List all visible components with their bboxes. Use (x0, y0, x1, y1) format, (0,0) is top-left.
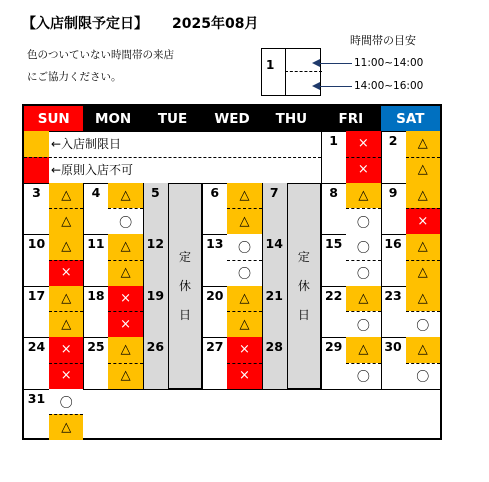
slot-separator (346, 260, 380, 261)
day-number: 10 (27, 236, 46, 251)
day-number: 18 (87, 287, 105, 303)
column-divider (381, 234, 382, 286)
arrow-pm (318, 86, 352, 87)
column-divider (262, 183, 263, 235)
time-slot-am: △ (406, 234, 440, 260)
time-slot-am: △ (49, 286, 83, 312)
column-divider (202, 337, 203, 389)
day-number: 29 (324, 339, 343, 354)
time-slot-pm: 〇 (346, 208, 380, 234)
day-number: 13 (206, 236, 224, 251)
time-slot-am: 〇 (49, 389, 83, 415)
time-slot-pm: 〇 (346, 260, 380, 286)
slot-separator (108, 208, 142, 209)
day-number: 19 (143, 286, 168, 338)
closed-text-char: 休 (179, 279, 192, 293)
day-number: 16 (384, 236, 402, 251)
day-number: 6 (210, 184, 220, 200)
arrow-am (318, 63, 352, 64)
day-number: 12 (143, 234, 168, 286)
slot-separator (108, 260, 142, 261)
time-slot-pm: 〇 (346, 311, 380, 337)
legend-divider (285, 49, 286, 95)
slot-separator (108, 363, 142, 364)
time-slot-pm: △ (49, 414, 83, 440)
time-slot-am: △ (227, 286, 261, 312)
weekday-wed: WED (202, 106, 261, 131)
column-divider (83, 183, 84, 235)
time-slot-pm: △ (227, 311, 261, 337)
title-text: 【入店制限予定日】 (22, 16, 148, 32)
column-divider (202, 286, 203, 338)
column-divider (202, 234, 203, 286)
slot-separator (227, 260, 261, 261)
day-number: 23 (384, 287, 402, 303)
column-divider (262, 234, 263, 286)
day-number: 14 (262, 234, 287, 286)
time-slot-am: 〇 (227, 234, 261, 260)
weekday-tue: TUE (143, 106, 202, 131)
note-line-1: 色のついていない時間帯の来店 (27, 49, 174, 61)
day-number: 22 (324, 287, 343, 303)
slot-separator (49, 414, 83, 415)
legend-slot-separator (285, 71, 322, 72)
column-divider (381, 131, 382, 183)
day-number: 31 (27, 390, 46, 406)
day-number: 1 (329, 133, 338, 148)
time-slot-legend-label: 時間帯の目安 (350, 34, 416, 47)
time-slot-am: × (49, 337, 83, 363)
time-slot-am: △ (406, 183, 440, 209)
slot-separator (227, 311, 261, 312)
slot-separator (49, 208, 83, 209)
day-number: 24 (27, 339, 46, 354)
weekday-fri: FRI (321, 106, 380, 131)
slot-pm-label: 14:00~16:00 (354, 80, 424, 92)
time-slot-am: △ (49, 183, 83, 209)
time-slot-am: × (108, 286, 142, 312)
time-slot-am: × (346, 131, 380, 157)
time-slot-am: △ (108, 234, 142, 260)
time-slot-pm: △ (227, 208, 261, 234)
day-number: 5 (143, 183, 168, 235)
day-number: 3 (32, 184, 41, 200)
legend-day-number: 1 (266, 58, 275, 72)
day-number: 20 (206, 287, 224, 303)
slot-separator (406, 260, 440, 261)
time-slot-pm: 〇 (227, 260, 261, 286)
legend-rejected-swatch (24, 157, 49, 183)
time-slot-am: △ (346, 337, 380, 363)
slot-separator (406, 363, 440, 364)
column-divider (83, 286, 84, 338)
weekday-sun: SUN (24, 106, 83, 131)
day-number: 21 (262, 286, 287, 338)
legend-restricted-swatch (24, 131, 49, 157)
weekday-sat: SAT (381, 106, 440, 131)
closed-text-char: 日 (179, 308, 192, 322)
time-slot-pm: △ (49, 208, 83, 234)
slot-separator (346, 208, 380, 209)
time-slot-am: △ (406, 131, 440, 157)
day-number: 4 (91, 184, 101, 200)
time-slot-pm: △ (49, 311, 83, 337)
closed-text-char: 定 (297, 250, 310, 264)
day-number: 11 (87, 236, 105, 251)
day-number: 30 (384, 339, 402, 354)
day-number: 25 (87, 339, 105, 354)
time-slot-pm: × (49, 260, 83, 286)
calendar-grid (22, 104, 442, 440)
closed-text-char: 日 (297, 308, 310, 322)
time-slot-pm: 〇 (406, 363, 440, 389)
slot-separator (49, 260, 83, 261)
slot-separator (227, 208, 261, 209)
column-divider (83, 234, 84, 286)
time-slot-am: △ (406, 337, 440, 363)
time-slot-pm: △ (108, 363, 142, 389)
slot-separator (49, 363, 83, 364)
column-divider (381, 286, 382, 338)
time-slot-am: △ (346, 183, 380, 209)
column-divider (143, 183, 144, 235)
time-slot-am: △ (108, 337, 142, 363)
day-number: 15 (324, 236, 343, 251)
month-label: 2025年08月 (172, 16, 259, 32)
column-divider (143, 286, 144, 338)
column-divider (262, 286, 263, 338)
note-line-2: にご協力ください。 (27, 71, 122, 83)
column-divider (321, 131, 322, 183)
time-slot-am: △ (227, 183, 261, 209)
time-slot-am: × (227, 337, 261, 363)
day-number: 2 (388, 133, 398, 148)
time-slot-am: △ (346, 286, 380, 312)
slot-separator (406, 208, 440, 209)
column-divider (321, 337, 322, 389)
legend-restricted-text: ←入店制限日 (51, 137, 122, 152)
day-number: 17 (27, 287, 46, 303)
time-slot-pm: 〇 (346, 363, 380, 389)
arrow-left-icon (312, 59, 320, 67)
closed-day-banner (287, 183, 321, 389)
legend-separator (24, 157, 321, 158)
time-slot-am: △ (406, 286, 440, 312)
time-slot-pm: △ (406, 260, 440, 286)
slot-separator (227, 363, 261, 364)
arrow-left-icon (312, 82, 320, 90)
slot-separator (108, 311, 142, 312)
column-divider (321, 234, 322, 286)
slot-separator (346, 311, 380, 312)
day-number: 8 (329, 184, 338, 200)
time-slot-pm: × (406, 208, 440, 234)
column-divider (321, 286, 322, 338)
closed-text-char: 休 (297, 279, 310, 293)
day-number: 27 (206, 339, 224, 354)
slot-separator (406, 157, 440, 158)
slot-am-label: 11:00~14:00 (354, 57, 424, 69)
time-slot-pm: 〇 (108, 208, 142, 234)
weekday-mon: MON (83, 106, 142, 131)
time-slot-am: 〇 (346, 234, 380, 260)
closed-text-char: 定 (179, 250, 192, 264)
page-title (22, 13, 258, 33)
time-slot-pm: 〇 (406, 311, 440, 337)
column-divider (143, 337, 144, 389)
day-number: 26 (143, 337, 168, 389)
slot-separator (49, 311, 83, 312)
day-number: 28 (262, 337, 287, 389)
column-divider (262, 337, 263, 389)
column-divider (381, 183, 382, 235)
weekday-thu: THU (262, 106, 321, 131)
time-slot-am: △ (49, 234, 83, 260)
day-number: 7 (262, 183, 287, 235)
row-divider (24, 389, 440, 390)
column-divider (143, 234, 144, 286)
slot-separator (406, 311, 440, 312)
column-divider (381, 337, 382, 389)
slot-separator (346, 157, 380, 158)
time-slot-pm: △ (406, 157, 440, 183)
time-slot-pm: × (49, 363, 83, 389)
time-slot-am: △ (108, 183, 142, 209)
day-number: 9 (388, 184, 398, 200)
slot-separator (346, 363, 380, 364)
closed-day-banner (168, 183, 202, 389)
time-slot-pm: × (108, 311, 142, 337)
legend-rejected-text: ←原則入店不可 (51, 163, 134, 178)
column-divider (202, 183, 203, 235)
time-slot-pm: × (346, 157, 380, 183)
column-divider (321, 183, 322, 235)
time-slot-pm: △ (108, 260, 142, 286)
column-divider (83, 337, 84, 389)
time-slot-pm: × (227, 363, 261, 389)
